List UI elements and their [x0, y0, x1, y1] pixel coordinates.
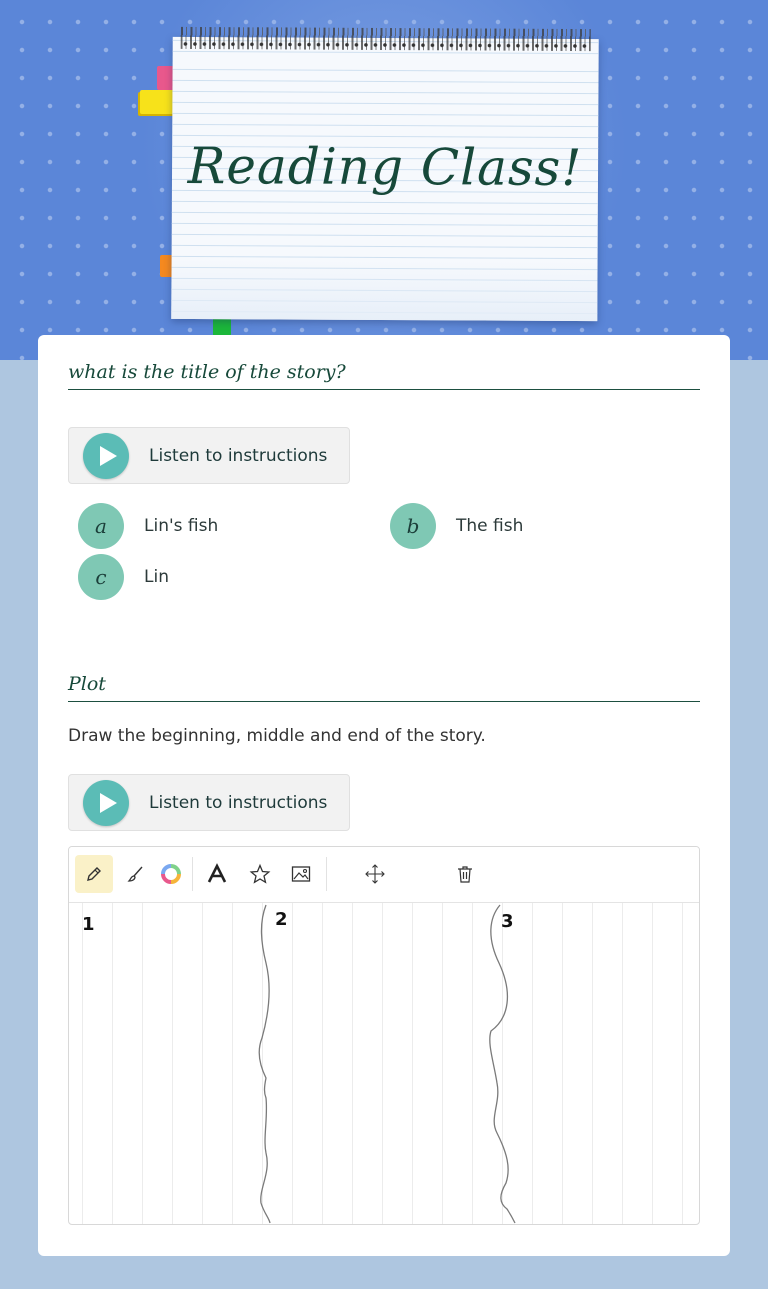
- section-number-1: 1: [82, 914, 95, 935]
- brush-tool[interactable]: [117, 855, 155, 893]
- question-description: Draw the beginning, middle and end of the story.: [68, 726, 486, 746]
- page-title: Reading Class!: [187, 136, 583, 198]
- image-icon: [290, 863, 312, 885]
- worksheet-card: [38, 335, 730, 1256]
- pencil-tool[interactable]: [75, 855, 113, 893]
- option-a[interactable]: [78, 503, 218, 549]
- option-c[interactable]: [78, 554, 169, 600]
- option-badge: a: [78, 503, 124, 549]
- section-title-plot: Plot: [68, 673, 700, 702]
- drawing-toolbar: [69, 847, 699, 903]
- listen-label: Listen to instructions: [149, 792, 328, 813]
- text-icon: [206, 863, 228, 885]
- header-banner: [0, 0, 768, 360]
- text-tool[interactable]: [198, 855, 236, 893]
- move-icon: [364, 863, 386, 885]
- image-tool[interactable]: [282, 855, 320, 893]
- play-icon: [83, 780, 129, 826]
- play-icon: [83, 433, 129, 479]
- star-icon: [249, 863, 271, 885]
- listen-instructions-button[interactable]: [68, 427, 350, 484]
- notebook-tab-yellow: [140, 90, 176, 114]
- color-wheel-icon: [160, 863, 182, 885]
- option-text: Lin: [144, 567, 169, 587]
- move-tool[interactable]: [356, 855, 394, 893]
- drawing-canvas[interactable]: [69, 903, 699, 1225]
- brush-icon: [126, 864, 146, 884]
- section-number-2: 2: [275, 909, 288, 930]
- section-number-3: 3: [501, 911, 514, 932]
- listen-instructions-button[interactable]: [68, 774, 350, 831]
- hand-drawn-dividers: [69, 903, 700, 1225]
- pencil-icon: [84, 864, 104, 884]
- notebook-illustration: [171, 37, 598, 321]
- drawing-area[interactable]: [68, 846, 700, 1225]
- color-picker-tool[interactable]: [152, 855, 190, 893]
- question-title: what is the title of the story?: [68, 361, 700, 390]
- delete-tool[interactable]: [446, 855, 484, 893]
- option-text: Lin's fish: [144, 516, 219, 536]
- option-text: The fish: [456, 516, 524, 536]
- option-badge: c: [78, 554, 124, 600]
- option-badge: b: [390, 503, 436, 549]
- option-b[interactable]: [390, 503, 523, 549]
- trash-icon: [455, 864, 475, 884]
- sticker-tool[interactable]: [241, 855, 279, 893]
- listen-label: Listen to instructions: [149, 445, 328, 466]
- notebook-tab-green: [213, 318, 231, 336]
